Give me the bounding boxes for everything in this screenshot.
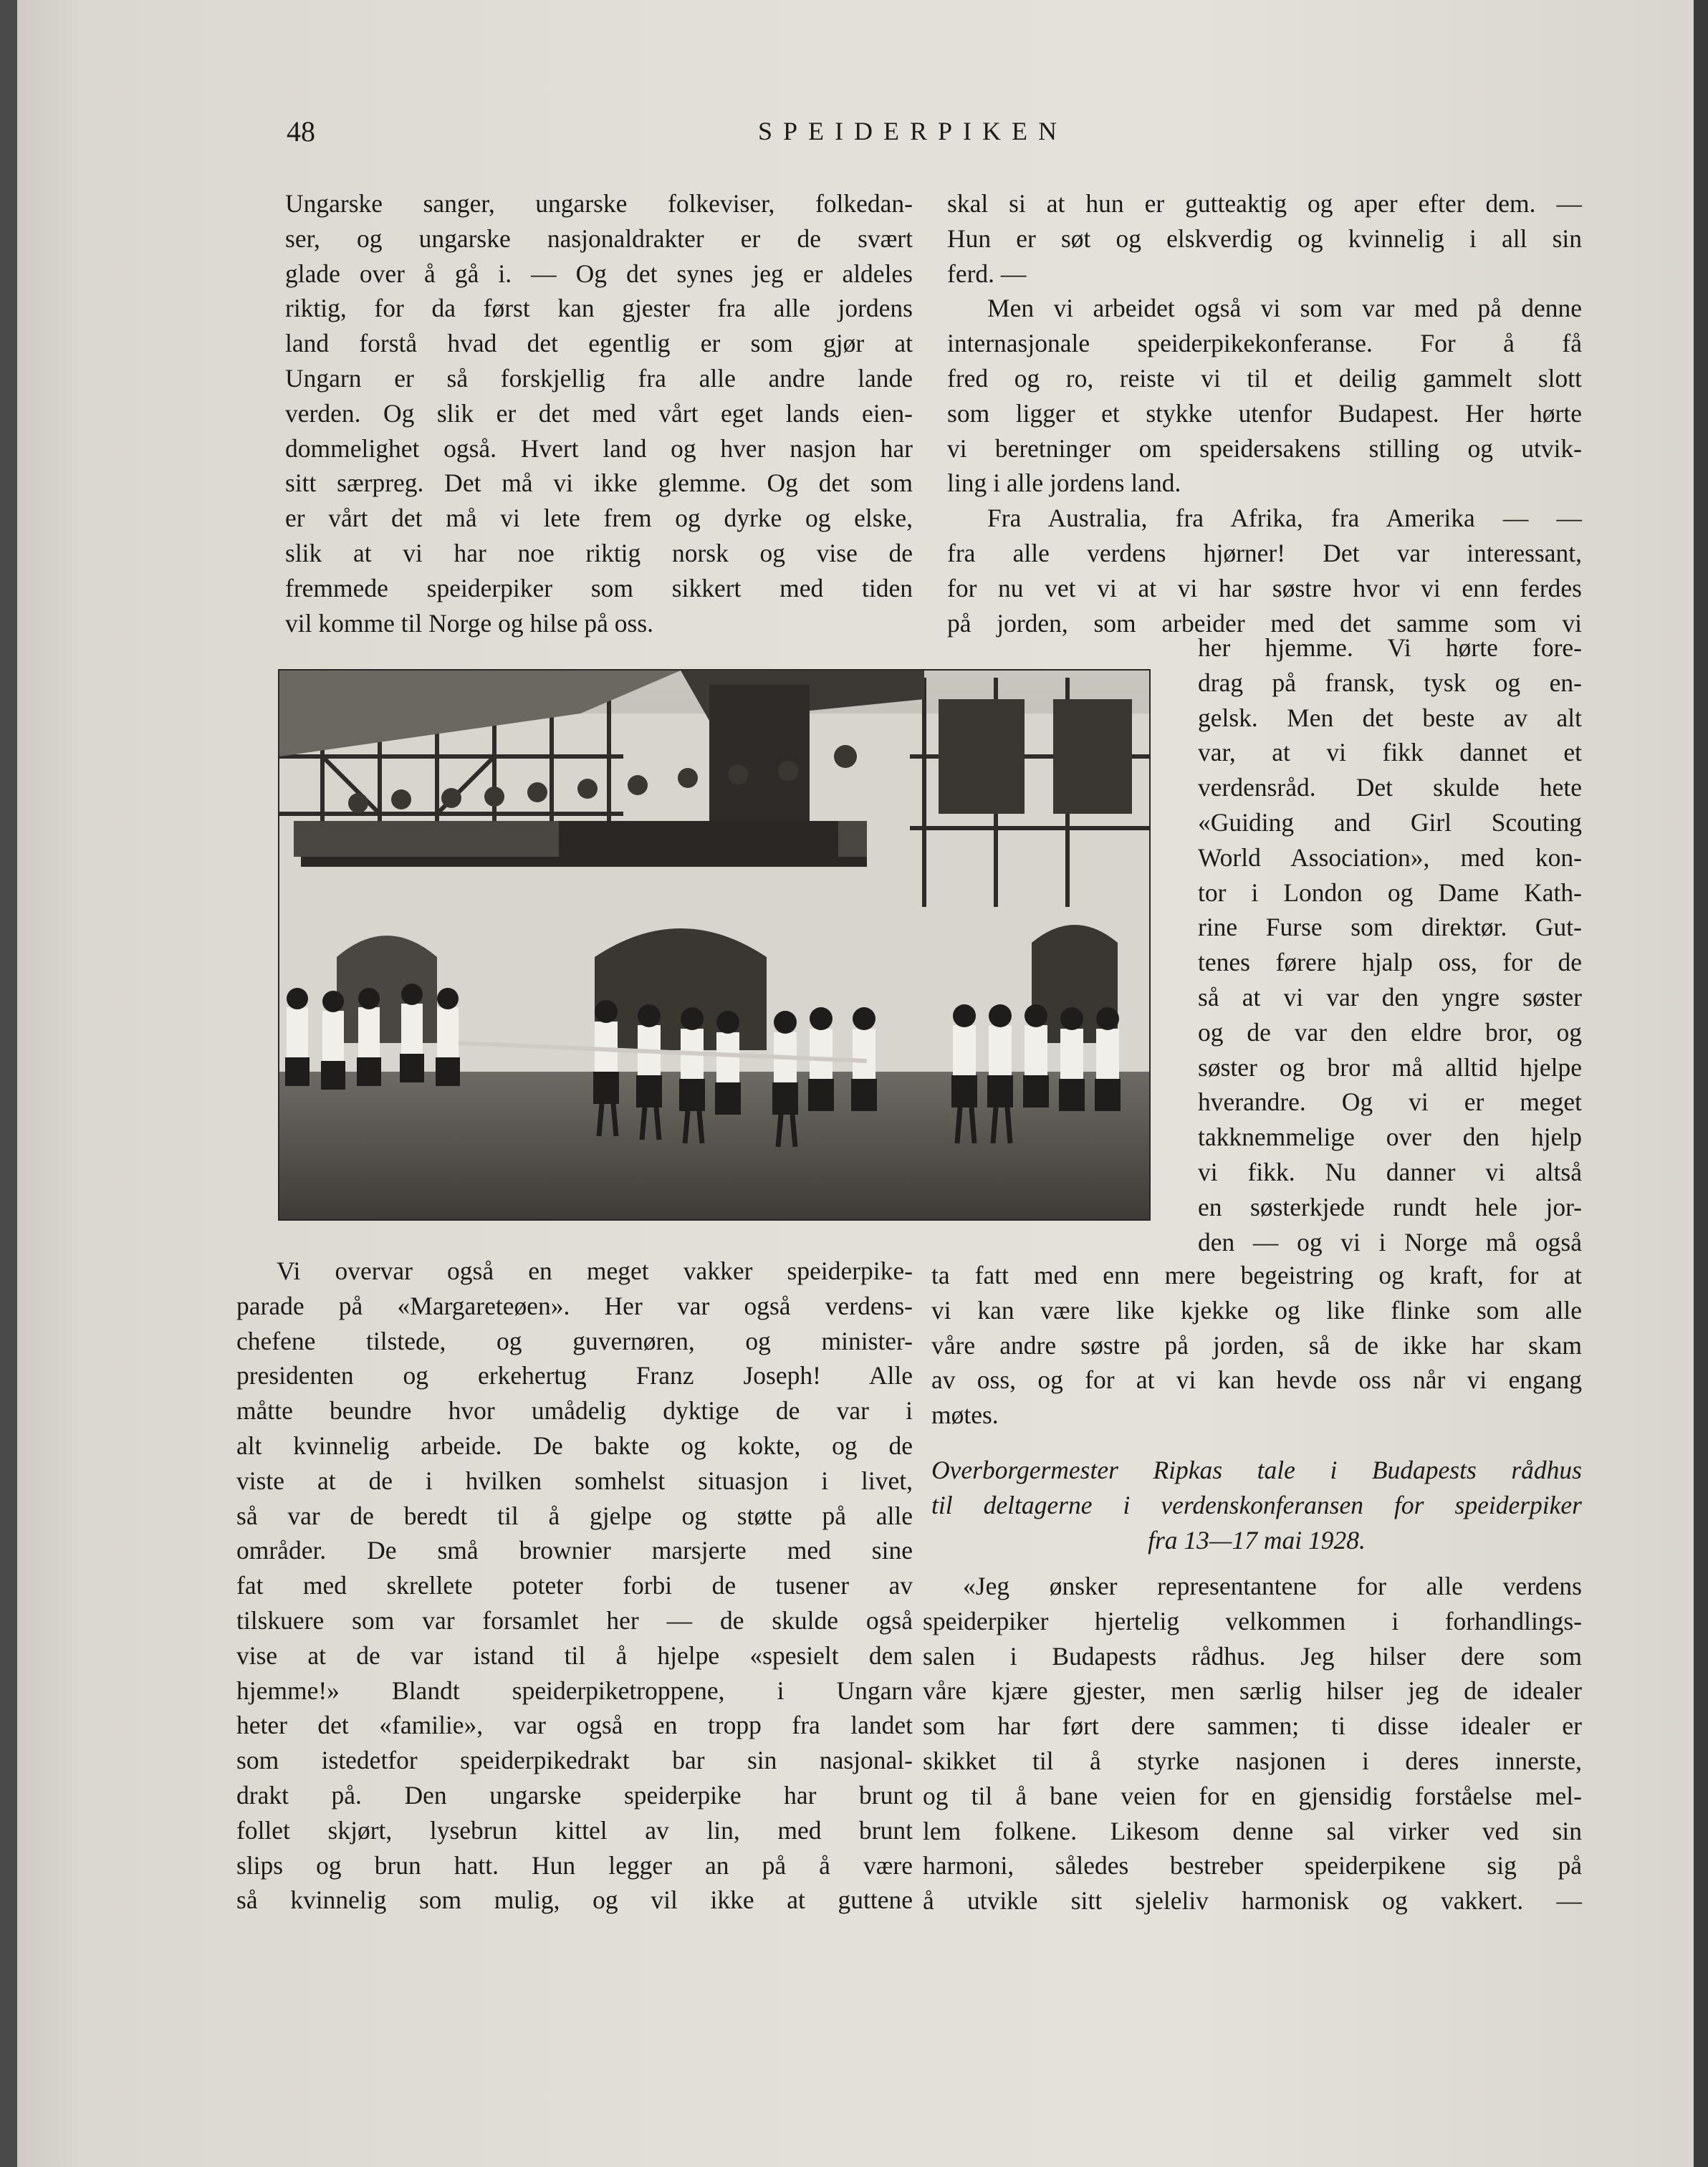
speech-text xyxy=(923,1569,1582,1918)
text-line: den — og vi i Norge må også xyxy=(1198,1227,1582,1257)
text-line: for nu vet vi at vi har søstre hvor vi enn ferdes xyxy=(947,573,1582,602)
text-line: vise at de var istand til å hjelpe «spesielt dem xyxy=(236,1640,913,1670)
text-line: som ligger et stykke utenfor Budapest. Her hørte xyxy=(947,398,1582,428)
text-line: glade over å gå i. — Og det synes jeg er aldeles xyxy=(285,259,913,288)
text-line: vi kan være like kjekke og like flinke som alle xyxy=(931,1295,1582,1325)
text-line: av oss, og for at vi kan hevde oss når vi engang xyxy=(931,1365,1582,1395)
text-line: harmoni, således bestreber speiderpikene sig på xyxy=(923,1851,1582,1880)
text-line: å utvikle sitt sjeleliv harmonisk og vakkert. — xyxy=(923,1886,1582,1916)
text-line: fat med skrellete poteter forbi de tusener av xyxy=(236,1571,913,1600)
text-line: måtte beundre hvor umådelig dyktige de var i xyxy=(236,1396,913,1426)
parade-photo-illustration xyxy=(279,671,1149,1219)
running-title: SPEIDERPIKEN xyxy=(758,117,1068,145)
text-line: Ungarn er så forskjellig fra alle andre lande xyxy=(285,363,913,393)
text-line: drakt på. Den ungarske speiderpike har brunt xyxy=(236,1780,913,1810)
text-line: tor i London og Dame Kath- xyxy=(1198,878,1582,907)
text-line: her hjemme. Vi hørte fore- xyxy=(1198,633,1582,662)
text-line: Vi overvar også en meget vakker speiderpike- xyxy=(277,1257,913,1285)
text-line: tenes førere hjalp oss, for de xyxy=(1198,948,1582,977)
text-line: vi beretninger om speidersakens stilling og utvik- xyxy=(947,433,1582,463)
text-line: på jorden, som arbeider med det samme som vi xyxy=(947,608,1582,638)
text-line: drag på fransk, tysk og en- xyxy=(1198,668,1582,697)
text-line: Fra Australia, fra Afrika, fra Amerika — — xyxy=(987,504,1582,533)
text-line: riktig, for da først kan gjester fra alle jordens xyxy=(285,294,913,323)
heading-line: Overborgermester Ripkas tale i Budapests rådhus xyxy=(931,1456,1582,1484)
text-line: hjemme!» Blandt speiderpiketroppene, i Ungarn xyxy=(236,1676,913,1705)
text-line: møtes. xyxy=(931,1400,999,1430)
right-column-top xyxy=(947,186,1582,640)
text-line: vi fikk. Nu danner vi altså xyxy=(1198,1157,1582,1186)
text-line: «Guiding and Girl Scouting xyxy=(1198,807,1582,837)
text-line: follet skjørt, lysebrun kittel av lin, med brunt xyxy=(236,1815,913,1845)
text-line: slik at vi har noe riktig norsk og vise de xyxy=(285,538,913,567)
text-line: heter det «familie», var også en tropp fra landet xyxy=(236,1711,913,1740)
text-line: så var de beredt til å gjelpe og støtte på alle xyxy=(236,1501,913,1530)
text-line: gelsk. Men det beste av alt xyxy=(1198,703,1582,732)
text-line: sitt særpreg. Det må vi ikke glemme. Og det som xyxy=(285,469,913,498)
text-line: og de var den eldre bror, og xyxy=(1198,1017,1582,1047)
heading-line: fra 13—17 mai 1928. xyxy=(1148,1525,1366,1555)
scan-edge xyxy=(0,0,17,2167)
text-line: skikket til å styrke nasjonen i deres innerste, xyxy=(923,1746,1582,1775)
photo-girl-guide-parade xyxy=(278,669,1151,1221)
text-line: Hun er søt og elskverdig og kvinnelig i all sin xyxy=(947,224,1582,253)
speech-heading xyxy=(931,1453,1582,1557)
text-line: som har ført dere sammen; ti disse idealer er xyxy=(923,1711,1582,1741)
text-line: ferd. — xyxy=(947,259,1027,288)
text-line: så at vi var den yngre søster xyxy=(1198,982,1582,1012)
text-line: salen i Budapests rådhus. Jeg hilser dere som xyxy=(923,1641,1582,1671)
text-line: fred og ro, reiste vi til et deilig gammelt slott xyxy=(947,363,1582,393)
text-line: «Jeg ønsker representantene for alle verdens xyxy=(963,1572,1582,1600)
text-line: våre andre søstre på jorden, så de ikke har skam xyxy=(931,1330,1582,1360)
text-line: verden. Og slik er det med vårt eget lands eien- xyxy=(285,398,913,428)
text-line: Ungarske sanger, ungarske folkeviser, folkedan- xyxy=(285,189,913,218)
text-line: våre kjære gjester, men særlig hilser jeg de idealer xyxy=(923,1676,1582,1706)
text-line: en søsterkjede rundt hele jor- xyxy=(1198,1192,1582,1221)
text-line: chefene tilstede, og guvernøren, og minister- xyxy=(236,1326,913,1355)
text-line: Men vi arbeidet også vi som var med på denne xyxy=(987,294,1582,323)
right-column-bottom xyxy=(931,1258,1582,1433)
heading-line: til deltagerne i verdenskonferansen for speiderpiker xyxy=(931,1490,1582,1519)
right-column-beside-photo xyxy=(1198,630,1582,1259)
text-line: presidenten og erkehertug Franz Joseph! Alle xyxy=(236,1361,913,1390)
text-line: så kvinnelig som mulig, og vil ikke at guttene xyxy=(236,1885,913,1915)
text-line: slips og brun hatt. Hun legger an på å være xyxy=(236,1850,913,1880)
text-line: ser, og ungarske nasjonaldrakter er de svært xyxy=(285,224,913,253)
text-line: internasjonale speiderpikekonferanse. For å få xyxy=(947,329,1582,358)
left-column-bottom xyxy=(236,1254,913,1918)
text-line: land forstå hvad det egentlig er som gjør at xyxy=(285,329,913,358)
text-line: parade på «Margareteøen». Her var også verdens- xyxy=(236,1291,913,1320)
text-line: søster og bror må alltid hjelpe xyxy=(1198,1052,1582,1082)
text-line: som istedetfor speiderpikedrakt bar sin nasjonal- xyxy=(236,1746,913,1775)
text-line: vil komme til Norge og hilse på oss. xyxy=(285,608,654,638)
text-line: speiderpiker hjertelig velkommen i forhandlings- xyxy=(923,1606,1582,1635)
text-line: lem folkene. Likesom denne sal virker ved sin xyxy=(923,1816,1582,1845)
text-line: ling i alle jordens land. xyxy=(947,469,1181,498)
text-line: områder. De små brownier marsjerte med sine xyxy=(236,1536,913,1565)
text-line: dommelighet også. Hvert land og hver nasjon har xyxy=(285,433,913,463)
text-line: verdensråd. Det skulde hete xyxy=(1198,773,1582,802)
text-line: er vårt det må vi lete frem og dyrke og elske, xyxy=(285,504,913,533)
text-line: og til å bane veien for en gjensidig forståelse mel- xyxy=(923,1781,1582,1810)
text-line: viste at de i hvilken somhelst situasjon i livet, xyxy=(236,1466,913,1495)
text-line: alt kvinnelig arbeide. De bakte og kokte, og de xyxy=(236,1431,913,1460)
text-line: tilskuere som var forsamlet her — de skulde også xyxy=(236,1605,913,1635)
text-line: takknemmelige over den hjelp xyxy=(1198,1123,1582,1152)
text-line: rine Furse som direktør. Gut- xyxy=(1198,913,1582,942)
text-line: hverandre. Og vi er meget xyxy=(1198,1087,1582,1117)
text-line: fremmede speiderpiker som sikkert med tiden xyxy=(285,573,913,602)
text-line: skal si at hun er gutteaktig og aper efter dem. — xyxy=(947,189,1582,218)
page-number: 48 xyxy=(287,115,315,148)
text-line: ta fatt med enn mere begeistring og kraft, for at xyxy=(931,1261,1582,1289)
text-line: fra alle verdens hjørner! Det var interessant, xyxy=(947,538,1582,567)
left-column-top xyxy=(285,186,913,640)
text-line: World Association», med kon- xyxy=(1198,842,1582,872)
text-line: var, at vi fikk dannet et xyxy=(1198,738,1582,767)
